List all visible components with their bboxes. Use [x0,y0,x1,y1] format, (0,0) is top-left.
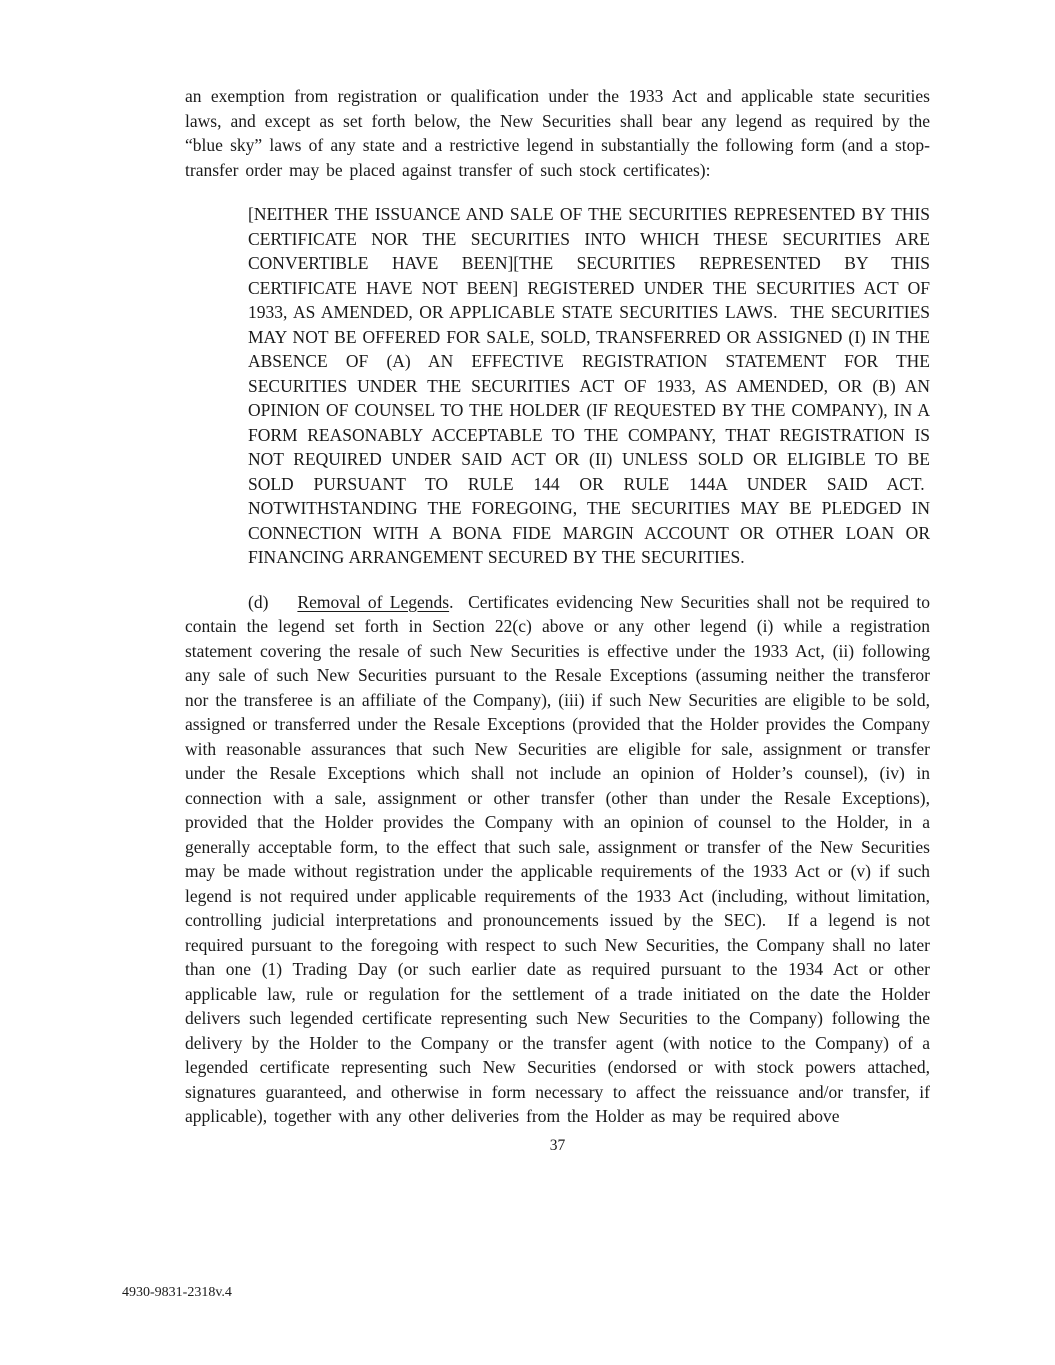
securities-legend-block: [NEITHER THE ISSUANCE AND SALE OF THE SECURITIES REPRESENTED BY THIS CERTIFICATE NOR THE SECURITIES INTO WHICH THESE SECURITIES ARE CONVERTIBLE HAVE BEEN][THE SECURITIES REPRESENTED BY THIS CERTIFICATE HAVE NOT BEEN] REGISTERED UNDER THE SECURITIES ACT OF 1933, AS AMENDED, OR APPLICABLE STATE SECURITIES LAWS. THE SECURITIES MAY NOT BE OFFERED FOR SALE, SOLD, TRANSFERRED OR ASSIGNED (I) IN THE ABSENCE OF (A) AN EFFECTIVE REGISTRATION STATEMENT FOR THE SECURITIES UNDER THE SECURITIES ACT OF 1933, AS AMENDED, OR (B) AN OPINION OF COUNSEL TO THE HOLDER (IF REQUESTED BY THE COMPANY), IN A FORM REASONABLY ACCEPTABLE TO THE COMPANY, THAT REGISTRATION IS NOT REQUIRED UNDER SAID ACT OR (II) UNLESS SOLD OR ELIGIBLE TO BE SOLD PURSUANT TO RULE 144 OR RULE 144A UNDER SAID ACT. NOTWITHSTANDING THE FOREGOING, THE SECURITIES MAY BE PLEDGED IN CONNECTION WITH A BONA FIDE MARGIN ACCOUNT OR OTHER LOAN OR FINANCING ARRANGEMENT SECURED BY THE SECURITIES. [248,204,930,567]
paragraph-d-heading: Removal of Legends [297,591,450,612]
page-content [185,84,930,1158]
page-number: 37 [549,1136,566,1154]
document-id-footer: 4930-9831-2318v.4 [122,1285,232,1300]
paragraph-d-label: (d) [248,591,269,612]
paragraph-d-separator: . [449,591,469,612]
paragraph-d-body: Certificates evidencing New Securities shall not be required to contain the legend set forth in Section 22(c) above or any other legend (i) while a registration statement covering the resale of such New Securities is effective under the 1933 Act, (ii) following any sale of such New Securities pursuant to the Resale Exceptions (assuming neither the transferor nor the transferee is an affiliate of the Company), (iii) if such New Securities are eligible to be sold, assigned or transferred under the Resale Exceptions (provided that the Holder provides the Company with reasonable assurances that such New Securities are eligible for sale, assignment or transfer under the Resale Exceptions which shall not include an opinion of Holder’s counsel), (iv) in connection with a sale, assignment or other transfer (other than under the Resale Exceptions), provided that the Holder provides the Company with an opinion of counsel to the Holder, in a generally acceptable form, to the effect that such sale, assignment or transfer of the New Securities may be made without registration under the applicable requirements of the 1933 Act or (v) if such legend is not required under applicable requirements of the 1933 Act (including, without limitation, controlling judicial interpretations and pronouncements issued by the SEC). If a legend is not required pursuant to the foregoing with respect to such New Securities, the Company shall no later than one (1) Trading Day (or such earlier date as required pursuant to the 1934 Act or other applicable law, rule or regulation for the settlement of a trade initiated on the date the Holder delivers such legended certificate representing such New Securities to the Company) following the delivery by the Holder to the Company or the transfer agent (with notice to the Company) of a legended certificate representing such New Securities (endorsed or with stock powers attached, signatures guaranteed, and otherwise in form necessary to affect the reissuance and/or transfer, if applicable), together with any other deliveries from the Holder as may be required above [185,591,930,1126]
paragraph-d [185,590,930,1129]
intro-paragraph: an exemption from registration or qualification under the 1933 Act and applicable state securities laws, and except as set forth below, the New Securities shall bear any legend as required by the “blue sky” laws of any state and a restrictive legend in substantially the following form (and a stop-transfer order may be placed against transfer of such stock certificates): [185,86,930,180]
